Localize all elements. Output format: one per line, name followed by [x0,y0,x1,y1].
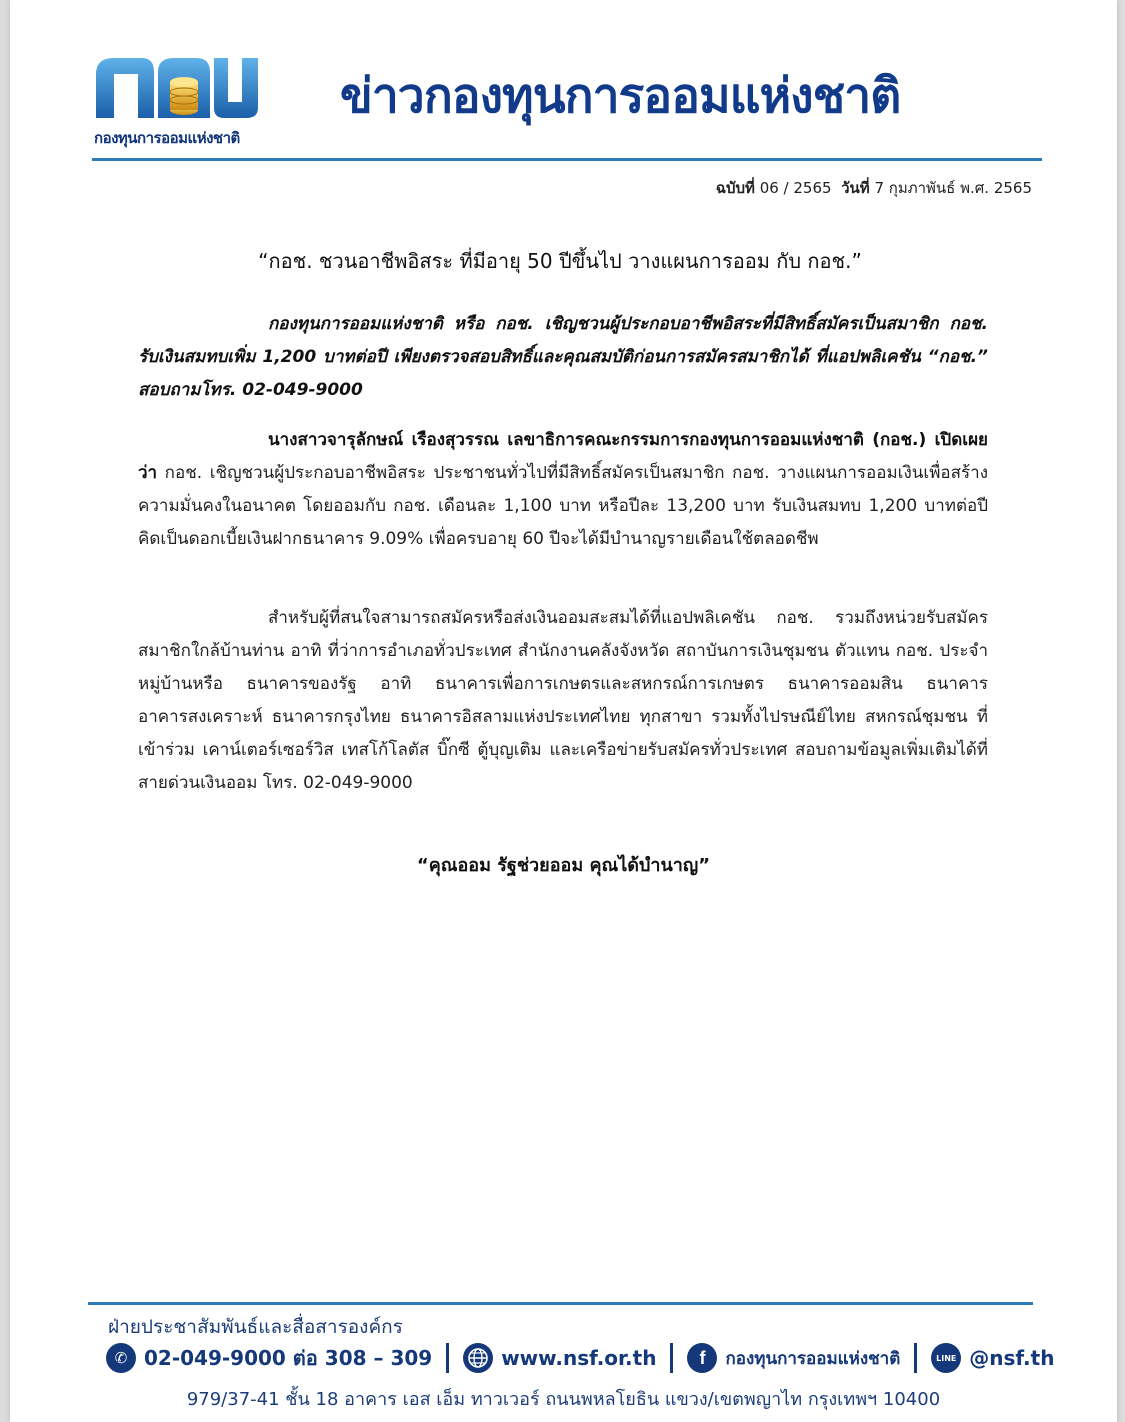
article-lead: กองทุนการออมแห่งชาติ หรือ กอช. เชิญชวนผู้ประกอบอาชีพอิสระที่มีสิทธิ์สมัครเป็นสมาชิก กอช. รับเงินสมทบเพิ่ม 1,200 บาทต่อปี เพียงตรวจสอบสิทธิ์และคุณสมบัติก่อนการสมัครสมาชิกได้ ที่แอปพลิเคชัน “กอช.” สอบถามโทร. 02-049-9000 [138,314,988,400]
line-link[interactable] [931,1343,1054,1373]
nsf-logo-mark [92,52,262,124]
line-icon: LINE [931,1343,961,1373]
facebook-icon: f [687,1343,717,1373]
website-url: www.nsf.or.th [501,1346,657,1370]
press-release-page [10,0,1117,1422]
phone-contact[interactable] [106,1342,432,1374]
office-address: 979/37-41 ชั้น 18 อาคาร เอส เอ็ม ทาวเวอร์ ถนนพหลโยธิน แขวง/เขตพญาไท กรุงเทพฯ 10400 [186,1389,941,1410]
paragraph-2-text: กอช. เชิญชวนผู้ประกอบอาชีพอิสระ ประชาชนทั่วไปที่มีสิทธิ์สมัครเป็นสมาชิก กอช. วางแผนการออมเงินเพื่อสร้างความมั่นคงในอนาคต โดยออมกับ กอช. เดือนละ 1,100 บาท หรือปีละ 13,200 บาท รับเงินสมทบ 1,200 บาทต่อปี คิดเป็นดอกเบี้ยเงินฝากธนาคาร 9.09% เพื่อครบอายุ 60 ปีจะได้มีบำนาญรายเดือนใช้ตลอดชีพ [138,463,988,549]
nsf-logo [92,52,272,147]
phone-icon: ✆ [106,1343,136,1373]
article-paragraph-2 [138,424,988,556]
issue-number: 06 / 2565 [759,179,832,197]
article-title: “กอช. ชวนอาชีพอิสระ ที่มีอายุ 50 ปีขึ้นไป วางแผนการออม กับ กอช.” [258,249,862,273]
separator [914,1343,917,1373]
header-divider [92,158,1042,161]
website-link[interactable] [463,1343,656,1373]
issue-label: ฉบับที่ [715,179,755,197]
facebook-link[interactable] [687,1343,900,1373]
spokesperson: นางสาวจารุลักษณ์ เรืองสุวรรณ เลขาธิการคณะกรรมการกองทุนการออมแห่งชาติ (กอช.) เปิดเผยว่า [138,430,988,483]
department-name: ฝ่ายประชาสัมพันธ์และสื่อสารองค์กร [108,1316,403,1338]
separator [670,1343,673,1373]
line-id: @nsf.th [969,1346,1055,1370]
globe-icon [463,1343,493,1373]
date-label: วันที่ [841,179,870,197]
phone-number: 02-049-9000 ต่อ 308 – 309 [144,1346,433,1370]
issue-date: 7 กุมภาพันธ์ พ.ศ. 2565 [874,179,1032,197]
facebook-page: กองทุนการออมแห่งชาติ [725,1348,901,1369]
article-paragraph-3: สำหรับผู้ที่สนใจสามารถสมัครหรือส่งเงินออมสะสมได้ที่แอปพลิเคชัน กอช. รวมถึงหน่วยรับสมัครสมาชิกใกล้บ้านท่าน อาทิ ที่ว่าการอำเภอทั่วประเทศ สำนักงานคลังจังหวัด สถาบันการเงินชุมชน ตัวแทน กอช. ประจำหมู่บ้านหรือ ธนาคารของรัฐ อาทิ ธนาคารเพื่อการเกษตรและสหกรณ์การเกษตร ธนาคารออมสิน ธนาคารอาคารสงเคราะห์ ธนาคารกรุงไทย ธนาคารอิสลามแห่งประเทศไทย ทุกสาขา รวมทั้งไปรษณีย์ไทย สหกรณ์ชุมชน ที่เข้าร่วม เคาน์เตอร์เซอร์วิส เทสโก้โลตัส บิ๊กซี ตู้บุญเติม และเครือข่ายรับสมัครทั่วประเทศ สอบถามข้อมูลเพิ่มเติมได้ที่สายด่วนเงินออม โทร. 02-049-9000 [138,608,988,793]
separator [446,1343,449,1373]
logo-caption: กองทุนการออมแห่งชาติ [94,129,240,147]
issue-info [716,176,1032,200]
page-headline: ข่าวกองทุนการออมแห่งชาติ [340,68,901,124]
footer-divider [88,1302,1033,1305]
contact-bar [106,1340,1054,1376]
slogan: “คุณออม รัฐช่วยออม คุณได้บำนาญ” [416,855,711,876]
